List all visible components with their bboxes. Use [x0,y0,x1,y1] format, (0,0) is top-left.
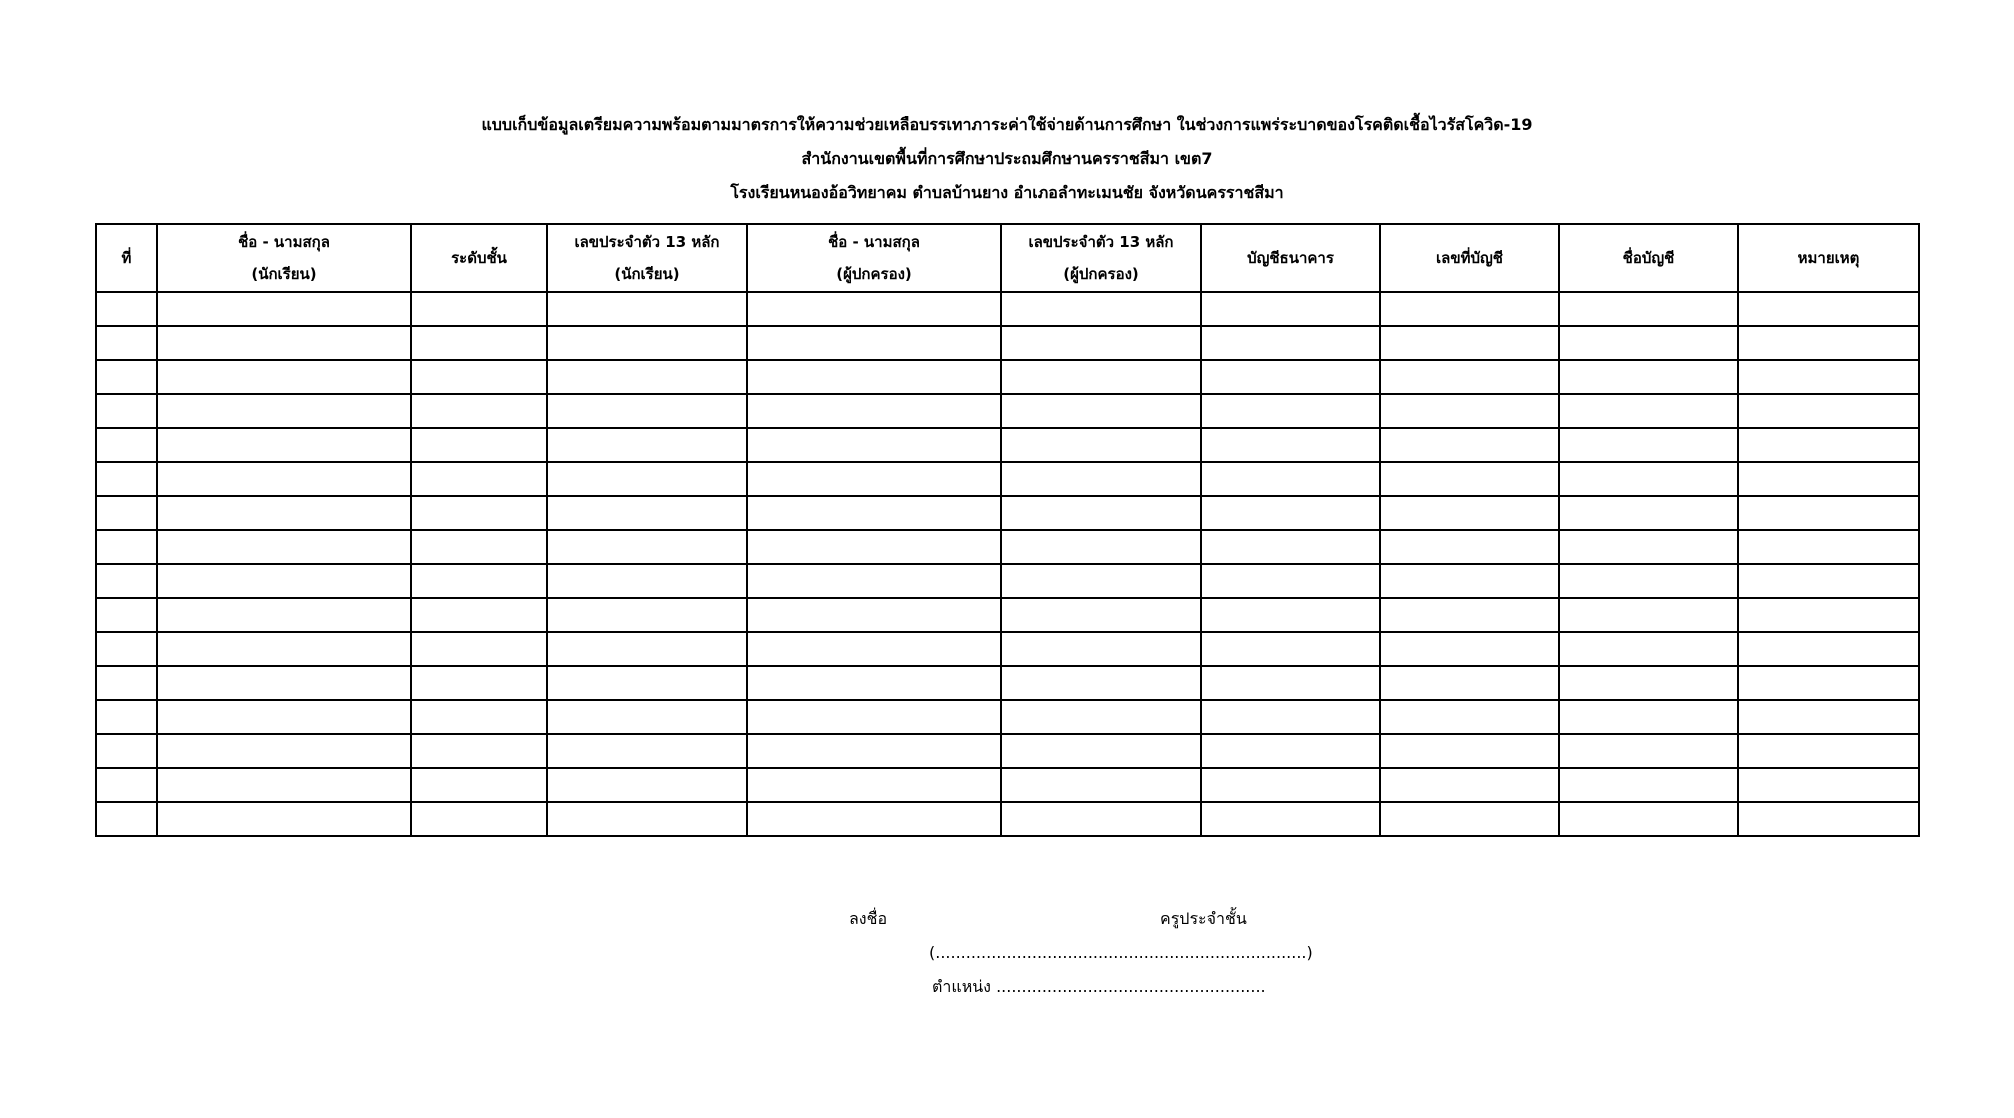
cell-account-name [1559,428,1738,462]
cell-account-name [1559,632,1738,666]
cell-account-name [1559,496,1738,530]
cell-guardian-name [747,292,1001,326]
column-header-account-name [1559,224,1738,292]
cell-number [96,632,157,666]
cell-bank [1201,632,1380,666]
cell-grade-level [411,360,547,394]
cell-account-name [1559,564,1738,598]
cell-bank [1201,326,1380,360]
cell-guardian-name [747,428,1001,462]
column-header-guardian-name [747,224,1001,292]
cell-account-name [1559,462,1738,496]
cell-grade-level [411,326,547,360]
table-row [96,734,1919,768]
data-entry-table [95,223,1920,837]
cell-student-name [157,462,411,496]
cell-grade-level [411,768,547,802]
cell-guardian-id [1001,360,1201,394]
column-header-label: เลขประจำตัว 13 หลัก [574,233,720,251]
cell-guardian-id [1001,394,1201,428]
cell-student-name [157,734,411,768]
cell-grade-level [411,598,547,632]
cell-number [96,530,157,564]
cell-grade-level [411,734,547,768]
cell-student-id [547,530,747,564]
cell-account-name [1559,360,1738,394]
column-header-sublabel: (ผู้ปกครอง) [1063,265,1139,283]
cell-number [96,768,157,802]
cell-number [96,666,157,700]
cell-remarks [1738,700,1919,734]
cell-account-name [1559,802,1738,836]
cell-grade-level [411,564,547,598]
cell-account-name [1559,598,1738,632]
cell-account-number [1380,394,1559,428]
cell-bank [1201,700,1380,734]
cell-guardian-id [1001,700,1201,734]
cell-guardian-id [1001,666,1201,700]
cell-student-id [547,700,747,734]
cell-number [96,802,157,836]
cell-guardian-name [747,394,1001,428]
column-header-label: ชื่อบัญชี [1622,249,1675,267]
cell-account-number [1380,428,1559,462]
cell-account-number [1380,700,1559,734]
cell-guardian-name [747,564,1001,598]
cell-bank [1201,394,1380,428]
cell-guardian-id [1001,564,1201,598]
column-header-student-id [547,224,747,292]
cell-remarks [1738,768,1919,802]
table-body [96,292,1919,836]
column-header-guardian-id [1001,224,1201,292]
cell-account-name [1559,734,1738,768]
cell-account-number [1380,360,1559,394]
cell-bank [1201,802,1380,836]
cell-grade-level [411,496,547,530]
cell-student-id [547,462,747,496]
cell-guardian-id [1001,530,1201,564]
column-header-number [96,224,157,292]
cell-guardian-name [747,632,1001,666]
cell-account-number [1380,734,1559,768]
cell-student-id [547,360,747,394]
column-header-sublabel: (นักเรียน) [251,265,317,283]
cell-guardian-id [1001,496,1201,530]
cell-number [96,428,157,462]
cell-account-number [1380,292,1559,326]
cell-account-name [1559,326,1738,360]
column-header-sublabel: (ผู้ปกครอง) [836,265,912,283]
cell-guardian-name [747,768,1001,802]
cell-bank [1201,564,1380,598]
cell-account-number [1380,802,1559,836]
cell-number [96,360,157,394]
cell-student-id [547,632,747,666]
table-row [96,530,1919,564]
table-row [96,700,1919,734]
cell-bank [1201,530,1380,564]
table-row [96,768,1919,802]
cell-remarks [1738,530,1919,564]
table-row [96,428,1919,462]
cell-student-name [157,598,411,632]
column-header-label: เลขประจำตัว 13 หลัก [1028,233,1174,251]
cell-account-name [1559,768,1738,802]
table-row [96,326,1919,360]
cell-remarks [1738,734,1919,768]
cell-number [96,496,157,530]
cell-number [96,598,157,632]
cell-remarks [1738,666,1919,700]
cell-remarks [1738,360,1919,394]
cell-student-id [547,292,747,326]
cell-account-number [1380,632,1559,666]
cell-remarks [1738,292,1919,326]
column-header-label: บัญชีธนาคาร [1247,249,1334,267]
cell-grade-level [411,428,547,462]
cell-remarks [1738,462,1919,496]
cell-bank [1201,734,1380,768]
form-title: แบบเก็บข้อมูลเตรียมความพร้อมตามมาตรการให้ความช่วยเหลือบรรเทาภาระค่าใช้จ่ายด้านการศึกษา ในช่วงการแพร่ระบาดของโรคติดเชื้อไวรัสโควิด-19 [481,115,1533,134]
cell-account-number [1380,530,1559,564]
cell-bank [1201,462,1380,496]
cell-guardian-id [1001,598,1201,632]
cell-number [96,326,157,360]
cell-remarks [1738,632,1919,666]
cell-grade-level [411,802,547,836]
column-header-bank [1201,224,1380,292]
cell-bank [1201,598,1380,632]
cell-bank [1201,768,1380,802]
cell-student-name [157,564,411,598]
cell-guardian-id [1001,768,1201,802]
cell-guardian-name [747,666,1001,700]
cell-student-name [157,394,411,428]
cell-student-name [157,666,411,700]
cell-grade-level [411,530,547,564]
cell-grade-level [411,292,547,326]
cell-student-id [547,666,747,700]
cell-grade-level [411,666,547,700]
cell-student-name [157,360,411,394]
table-row [96,394,1919,428]
cell-number [96,700,157,734]
cell-guardian-name [747,530,1001,564]
cell-account-number [1380,564,1559,598]
cell-student-name [157,632,411,666]
cell-student-name [157,530,411,564]
cell-bank [1201,428,1380,462]
cell-grade-level [411,700,547,734]
school-name: โรงเรียนหนองอ้อวิทยาคม ตำบลบ้านยาง อำเภอลำทะเมนชัย จังหวัดนครราชสีมา [730,183,1284,202]
cell-student-name [157,326,411,360]
cell-student-id [547,734,747,768]
cell-guardian-name [747,802,1001,836]
cell-guardian-name [747,734,1001,768]
table-row [96,292,1919,326]
table-row [96,666,1919,700]
cell-student-name [157,292,411,326]
cell-account-name [1559,530,1738,564]
column-header-label: ชื่อ - นามสกุล [828,233,920,251]
cell-guardian-id [1001,292,1201,326]
table-row [96,632,1919,666]
cell-number [96,564,157,598]
teacher-role-label: ครูประจำชั้น [1160,909,1247,928]
cell-guardian-name [747,700,1001,734]
cell-number [96,394,157,428]
signer-name-blank: (.........................................................................) [929,943,1313,962]
cell-student-id [547,768,747,802]
cell-remarks [1738,598,1919,632]
column-header-sublabel: (นักเรียน) [614,265,680,283]
table-row [96,802,1919,836]
column-header-label: ระดับชั้น [451,249,507,267]
office-name: สำนักงานเขตพื้นที่การศึกษาประถมศึกษานครราชสีมา เขต7 [801,149,1213,168]
cell-bank [1201,666,1380,700]
table-row [96,564,1919,598]
cell-guardian-id [1001,632,1201,666]
cell-remarks [1738,326,1919,360]
cell-remarks [1738,428,1919,462]
cell-student-id [547,428,747,462]
cell-account-name [1559,666,1738,700]
column-header-label: ชื่อ - นามสกุล [238,233,330,251]
cell-number [96,292,157,326]
cell-student-name [157,700,411,734]
column-header-label: หมายเหตุ [1797,249,1860,267]
cell-account-name [1559,292,1738,326]
cell-student-name [157,802,411,836]
cell-remarks [1738,496,1919,530]
column-header-remarks [1738,224,1919,292]
cell-student-name [157,496,411,530]
cell-student-id [547,564,747,598]
cell-student-name [157,768,411,802]
table-header-row [96,224,1919,292]
cell-guardian-name [747,326,1001,360]
column-header-label: เลขที่บัญชี [1436,249,1503,267]
cell-student-id [547,802,747,836]
cell-account-number [1380,496,1559,530]
table-row [96,462,1919,496]
cell-guardian-name [747,496,1001,530]
cell-student-name [157,428,411,462]
cell-guardian-name [747,462,1001,496]
cell-guardian-id [1001,428,1201,462]
table-row [96,598,1919,632]
cell-number [96,462,157,496]
cell-bank [1201,496,1380,530]
document-header [0,108,2014,210]
cell-student-id [547,394,747,428]
cell-remarks [1738,564,1919,598]
cell-remarks [1738,802,1919,836]
cell-guardian-name [747,360,1001,394]
cell-student-id [547,326,747,360]
cell-bank [1201,292,1380,326]
cell-guardian-id [1001,734,1201,768]
cell-grade-level [411,394,547,428]
cell-student-id [547,496,747,530]
cell-account-name [1559,394,1738,428]
cell-account-number [1380,768,1559,802]
cell-guardian-name [747,598,1001,632]
table-row [96,360,1919,394]
column-header-label: ที่ [121,249,132,267]
cell-grade-level [411,632,547,666]
cell-guardian-id [1001,462,1201,496]
cell-account-number [1380,666,1559,700]
cell-bank [1201,360,1380,394]
position-label: ตำแหน่ง ..................................................... [932,977,1266,996]
sign-label: ลงชื่อ [849,909,888,928]
cell-remarks [1738,394,1919,428]
cell-number [96,734,157,768]
table-row [96,496,1919,530]
cell-student-id [547,598,747,632]
cell-guardian-id [1001,326,1201,360]
column-header-grade-level [411,224,547,292]
cell-grade-level [411,462,547,496]
cell-account-name [1559,700,1738,734]
column-header-account-number [1380,224,1559,292]
cell-account-number [1380,462,1559,496]
cell-account-number [1380,326,1559,360]
cell-guardian-id [1001,802,1201,836]
column-header-student-name [157,224,411,292]
cell-account-number [1380,598,1559,632]
